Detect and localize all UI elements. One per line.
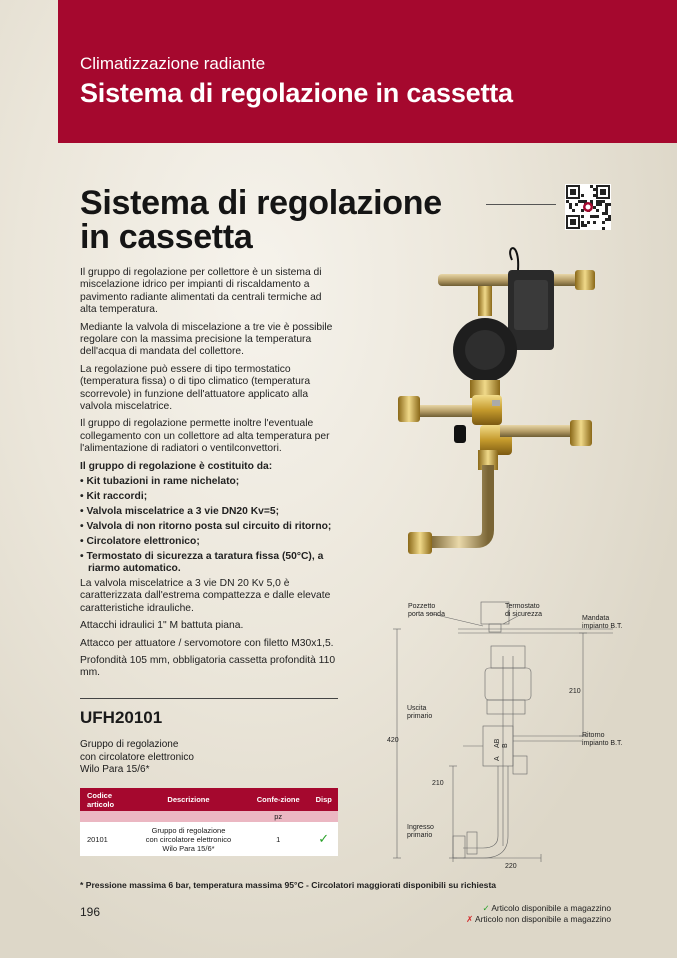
header-codice: Codice articolo bbox=[80, 788, 130, 811]
cell-description bbox=[130, 822, 247, 856]
label-pozzetto: Pozzetto bbox=[408, 603, 436, 610]
cell-desc-line: con circolatore elettronico bbox=[145, 834, 232, 844]
product-table bbox=[80, 788, 338, 856]
cell-desc-line: Wilo Para 15/6* bbox=[162, 843, 215, 853]
cell-desc-line: Gruppo di regolazione bbox=[151, 825, 226, 835]
label-pozzetto-2: porta sonda bbox=[408, 611, 445, 618]
table-row bbox=[80, 822, 338, 856]
label-mandata-2: impianto B.T. bbox=[582, 623, 623, 630]
product-desc-line: Gruppo di regolazione bbox=[80, 739, 179, 750]
paragraph: Attacco per attuatore / servomotore con filetto M30x1,5. bbox=[80, 637, 334, 649]
check-icon: ✓ bbox=[482, 903, 490, 913]
dimension-210-top: 210 bbox=[569, 688, 581, 695]
dimension-210-left: 210 bbox=[432, 780, 444, 787]
label-ingresso: Ingresso bbox=[407, 824, 434, 831]
list-item: • Kit raccordi; bbox=[80, 491, 338, 503]
product-desc-line: Wilo Para 15/6* bbox=[80, 764, 150, 775]
valve-label-b: B bbox=[502, 743, 509, 748]
product-desc-line: con circolatore elettronico bbox=[80, 751, 194, 763]
label-ritorno-2: impianto B.T. bbox=[582, 740, 623, 747]
list-item: • Valvola di non ritorno posta sul circuito di ritorno; bbox=[80, 521, 338, 533]
list-item: • Kit tubazioni in rame nichelato; bbox=[80, 476, 338, 488]
paragraph: La regolazione può essere di tipo termostatico (temperatura fissa) o di tipo climatico (temperatura scorrevole) in funzione dell'attuatore applicato alla valvola miscelatrice. bbox=[80, 363, 311, 413]
title-divider bbox=[486, 204, 556, 205]
valve-label-ab: AB bbox=[494, 738, 501, 748]
list-item: • Valvola miscelatrice a 3 vie DN20 Kv=5; bbox=[80, 506, 338, 518]
label-mandata: Mandata bbox=[582, 615, 610, 622]
label-ingresso-2: primario bbox=[407, 832, 433, 839]
banner-title: Sistema di regolazione in cassetta bbox=[80, 78, 513, 108]
legend-not-available-label: Articolo non disponibile a magazzino bbox=[475, 914, 611, 924]
banner-subtitle: Climatizzazione radiante bbox=[80, 54, 266, 73]
label-uscita-2: primario bbox=[407, 713, 433, 720]
technical-drawing bbox=[383, 596, 633, 878]
component-list bbox=[80, 476, 338, 575]
header-confezione: Confe-zione bbox=[247, 788, 310, 811]
list-item: • Circolatore elettronico; bbox=[80, 536, 338, 548]
cell-code: 20101 bbox=[80, 822, 130, 856]
header-descrizione: Descrizione bbox=[130, 788, 247, 811]
unit-label: pz bbox=[247, 811, 310, 822]
label-uscita: Uscita bbox=[407, 705, 427, 712]
list-item: • Termostato di sicurezza a taratura fissa (50°C), a riarmo automatico. bbox=[80, 551, 338, 576]
paragraph: Attacchi idraulici 1" M battuta piana. bbox=[80, 620, 244, 632]
product-photo bbox=[390, 240, 600, 580]
header-disp: Disp bbox=[310, 788, 339, 811]
component-list-title: Il gruppo di regolazione è costituito da: bbox=[80, 460, 273, 472]
header-banner bbox=[58, 0, 677, 143]
qr-code[interactable] bbox=[565, 184, 611, 230]
legend-available-label: Articolo disponibile a magazzino bbox=[491, 903, 611, 913]
legend-available bbox=[466, 903, 611, 914]
availability-legend bbox=[466, 903, 611, 925]
valve-label-a: A bbox=[494, 756, 501, 761]
label-ritorno: Ritorno bbox=[582, 732, 605, 739]
table-header bbox=[80, 788, 338, 811]
product-divider bbox=[80, 698, 338, 699]
description-text bbox=[80, 267, 338, 685]
paragraph: Profondità 105 mm, obbligatoria cassetta profondità 110 mm. bbox=[80, 654, 336, 679]
table-unit-row bbox=[80, 811, 338, 822]
page-title bbox=[80, 186, 442, 254]
cell-qty: 1 bbox=[247, 822, 310, 856]
available-check-icon: ✓ bbox=[310, 822, 339, 856]
paragraph: La valvola miscelatrice a 3 vie DN 20 Kv 5,0 è caratterizzata dall'estrema compattezza e dalle elevate caratteristiche idrauliche. bbox=[80, 577, 331, 614]
paragraph: Mediante la valvola di miscelazione a tre vie è possibile regolare con la massima precisione la temperatura dell'acqua di mandata del collettore. bbox=[80, 321, 333, 358]
dimension-420: 420 bbox=[387, 737, 399, 744]
product-code: UFH20101 bbox=[80, 708, 163, 727]
page-title-line2: in cassetta bbox=[80, 218, 253, 256]
label-termostato: Termostato bbox=[505, 603, 540, 610]
page-title-line1: Sistema di regolazione bbox=[80, 184, 442, 222]
footnote: * Pressione massima 6 bar, temperatura massima 95°C - Circolatori maggiorati disponibili su richiesta bbox=[80, 880, 497, 890]
paragraph: Il gruppo di regolazione per collettore è un sistema di miscelazione idrico per impianti di riscaldamento a pavimento radiante alimentati da centrali termiche ad alta temperatura. bbox=[80, 267, 322, 316]
product-description bbox=[80, 739, 280, 777]
page-number: 196 bbox=[80, 905, 101, 919]
cross-icon: ✗ bbox=[466, 914, 474, 924]
legend-not-available bbox=[466, 914, 611, 925]
paragraph: Il gruppo di regolazione permette inoltre l'eventuale collegamento con un collettore ad alta temperatura per l'alimentazione di radiatori o ventilconvettori. bbox=[80, 418, 330, 455]
dimension-220: 220 bbox=[505, 863, 517, 870]
label-termostato-2: di sicurezza bbox=[505, 611, 542, 618]
